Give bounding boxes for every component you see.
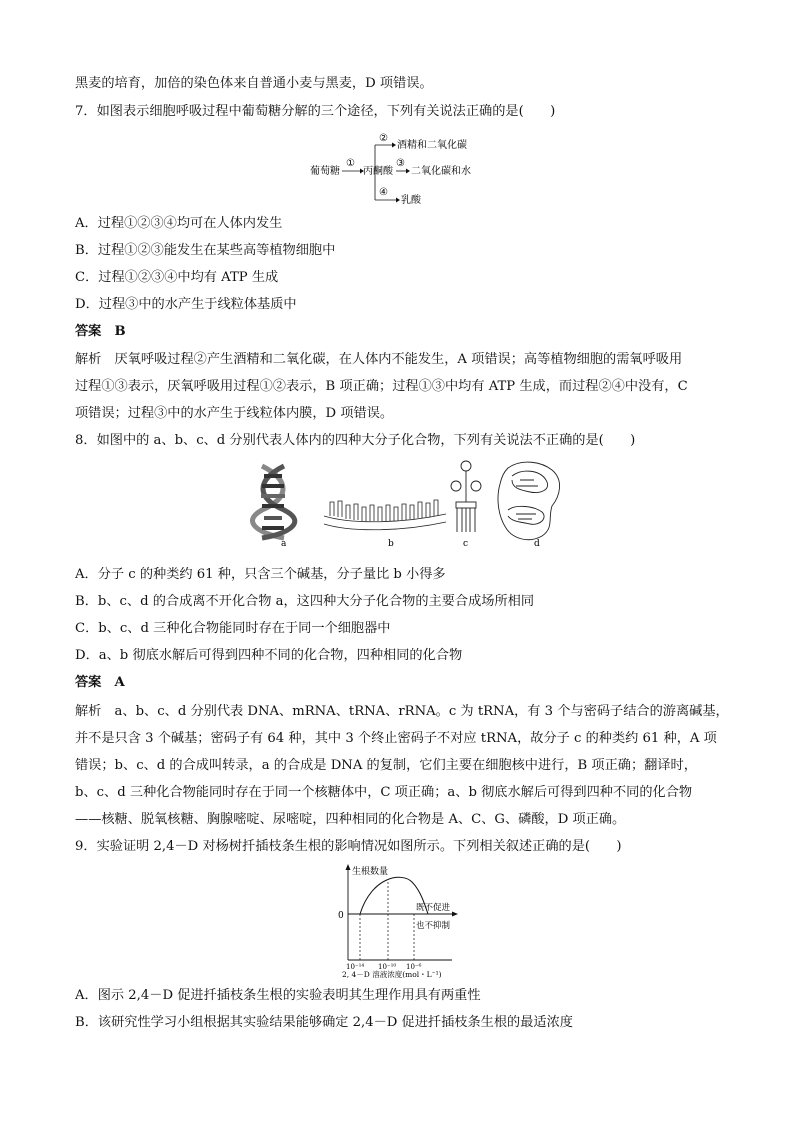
label-d: d xyxy=(534,539,540,549)
option-8b: B．b、c、d 的合成离不开化合物 a，这四种大分子化合物的主要合成场所相同 xyxy=(75,594,535,609)
question-7: 7．如图表示细胞呼吸过程中葡萄糖分解的三个途径，下列有关说法正确的是( ) xyxy=(75,104,556,119)
option-7b: B．过程①②③能发生在某些高等植物细胞中 xyxy=(75,243,336,258)
text-line: 黑麦的培育，加倍的染色体来自普通小麦与黑麦，D 项错误。 xyxy=(75,76,433,91)
label-c: c xyxy=(463,539,469,549)
explanation-8-line-3: 错误；b、c、d 的合成叫转录，a 的合成是 DNA 的复制，它们主要在细胞核中进行，B 项正确；翻译时， xyxy=(75,758,697,773)
y-axis-label: 生根数量 xyxy=(352,867,389,877)
explanation-8-line-1: 解析 a、b、c、d 分别代表 DNA、mRNA、tRNA、rRNA。c 为 tRNA，有 3 个与密码子结合的游离碱基， xyxy=(75,704,729,719)
product-2-label: 酒精和二氧化碳 xyxy=(397,140,467,151)
dna-molecule-illustration xyxy=(253,466,295,538)
rrna-molecule-illustration xyxy=(498,462,560,540)
process-3-label: ③ xyxy=(396,158,405,169)
rooting-curve-chart xyxy=(328,862,478,978)
product-3-label: 二氧化碳和水 xyxy=(411,166,471,177)
zero-label: 0 xyxy=(338,911,344,921)
option-8a: A．分子 c 的种类约 61 种，只含三个碱基，分子量比 b 小得多 xyxy=(75,567,446,582)
neutral-note-line-2: 也不抑制 xyxy=(416,921,451,931)
x-tick-2: 10⁻¹⁰ xyxy=(378,963,397,971)
option-7c: C．过程①②③④中均有 ATP 生成 xyxy=(75,270,279,285)
x-tick-3: 10⁻⁶ xyxy=(406,963,422,971)
question-9: 9．实验证明 2,4－D 对杨树扦插枝条生根的影响情况如图所示。下列相关叙述正确的是( ) xyxy=(75,839,622,854)
explanation-8-line-5: ——核糖、脱氧核糖、胸腺嘧啶、尿嘧啶，四种相同的化合物是 A、C、G、磷酸，D 项正确。 xyxy=(75,812,626,827)
product-4-label: 乳酸 xyxy=(401,195,421,206)
process-4-label: ④ xyxy=(379,187,388,198)
option-7d: D．过程③中的水产生于线粒体基质中 xyxy=(75,297,297,312)
explanation-7-line-1: 解析 厌氧呼吸过程②产生酒精和二氧化碳，在人体内不能发生，A 项错误；高等植物细胞的需氧呼吸用 xyxy=(75,352,683,367)
explanation-7-line-3: 项错误；过程③中的水产生于线粒体内膜，D 项错误。 xyxy=(75,406,394,421)
label-b: b xyxy=(388,539,394,549)
explanation-7-line-2: 过程①③表示，厌氧呼吸用过程①②表示，B 项正确；过程①③中均有 ATP 生成，而过程②④中没有，C xyxy=(75,379,688,394)
glucose-label: 葡萄糖 xyxy=(310,166,340,177)
macromolecule-figure xyxy=(250,458,570,550)
mrna-molecule-illustration xyxy=(324,500,446,530)
answer-8: 答案 A xyxy=(75,675,125,690)
option-8d: D．a、b 彻底水解后可得到四种不同的化合物，四种相同的化合物 xyxy=(75,648,463,663)
explanation-8-line-2: 并不是只含 3 个碱基；密码子有 64 种，其中 3 个终止密码子不对应 tRNA，故分子 c 的种类约 61 种，A 项 xyxy=(75,731,717,746)
option-9a: A．图示 2,4－D 促进扦插枝条生根的实验表明其生理作用具有两重性 xyxy=(75,988,481,1003)
option-7a: A．过程①②③④均可在人体内发生 xyxy=(75,216,283,231)
question-8: 8．如图中的 a、b、c、d 分别代表人体内的四种大分子化合物，下列有关说法不正确的是( ) xyxy=(75,433,636,448)
label-a: a xyxy=(281,539,287,549)
respiration-diagram xyxy=(300,128,500,210)
option-8c: C．b、c、d 三种化合物能同时存在于同一个细胞器中 xyxy=(75,621,391,636)
explanation-8-line-4: b、c、d 三种化合物能同时存在于同一个核糖体中，C 项正确；a、b 彻底水解后可得到四种不同的化合物 xyxy=(75,785,693,800)
x-axis-label: 2, 4－D 溶液浓度(mol・L⁻¹) xyxy=(342,970,442,978)
pyruvate-label: 丙酮酸 xyxy=(363,166,393,177)
process-2-label: ② xyxy=(379,133,388,144)
process-1-label: ① xyxy=(346,158,355,169)
option-9b: B．该研究性学习小组根据其实验结果能够确定 2,4－D 促进扦插枝条生根的最适浓度 xyxy=(75,1015,573,1030)
x-tick-1: 10⁻¹⁴ xyxy=(346,963,365,971)
answer-7: 答案 B xyxy=(75,324,126,339)
trna-molecule-illustration xyxy=(451,461,481,532)
neutral-note-line-1: 既不促进 xyxy=(416,903,451,913)
